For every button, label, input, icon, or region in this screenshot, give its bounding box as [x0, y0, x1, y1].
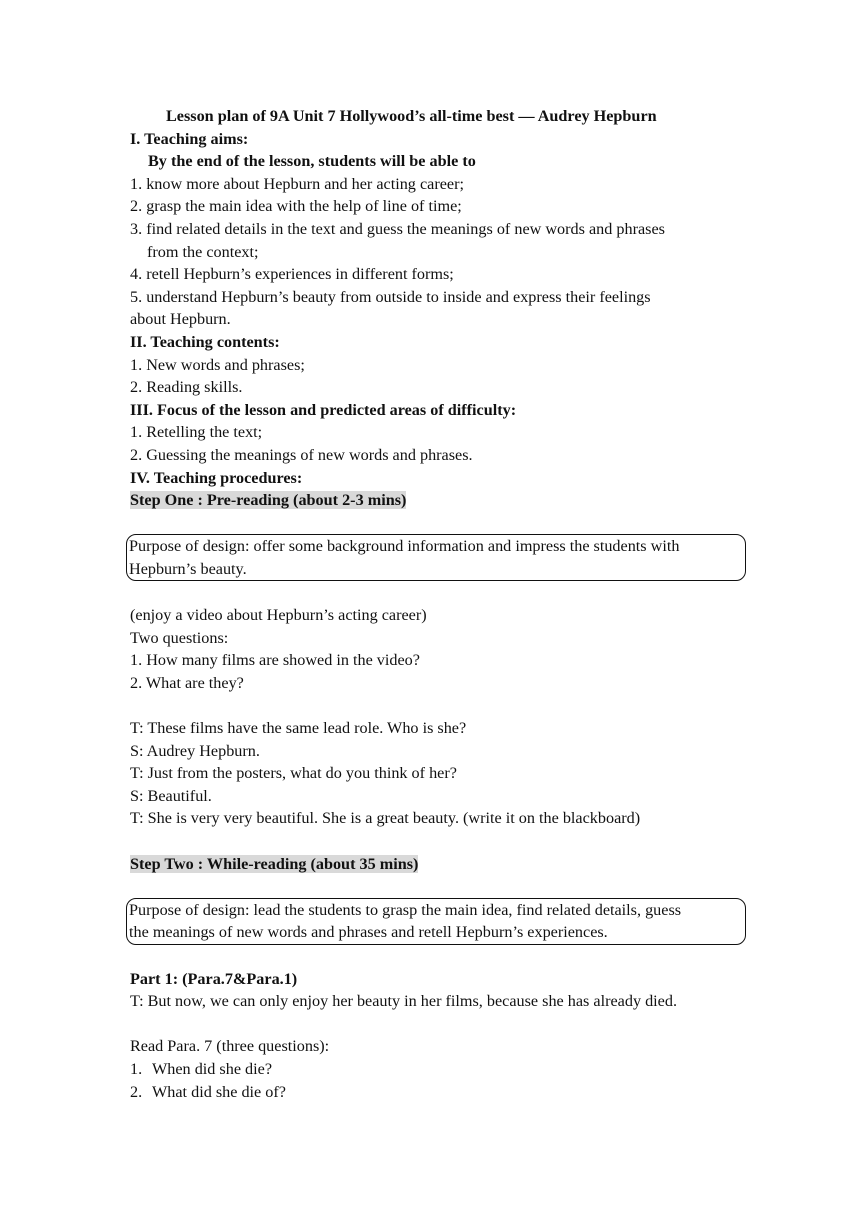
- content-item: 2. Reading skills.: [130, 378, 243, 397]
- step-one-line: Two questions:: [130, 628, 229, 647]
- purpose-line: Purpose of design: offer some background information and impress the students with: [129, 537, 680, 556]
- question-text: When did she die?: [152, 1059, 273, 1078]
- question-text: What did she die of?: [152, 1082, 286, 1101]
- aim-item-continuation: about Hepburn.: [130, 310, 231, 329]
- question-number: 2.: [130, 1082, 143, 1101]
- step-two-heading: Step Two : While-reading (about 35 mins): [130, 854, 419, 873]
- focus-item: 2. Guessing the meanings of new words and phrases.: [130, 445, 473, 464]
- dialogue-line: S: Beautiful.: [130, 786, 212, 805]
- aim-item: 2. grasp the main idea with the help of line of time;: [130, 197, 462, 216]
- step-two-purpose-box: [126, 898, 746, 945]
- part-one-heading: Part 1: (Para.7&Para.1): [130, 969, 298, 988]
- document-page: [130, 105, 750, 1103]
- section-heading-procedures: IV. Teaching procedures:: [130, 468, 303, 487]
- aim-item: 5. understand Hepburn’s beauty from outside to inside and express their feelings: [130, 287, 651, 306]
- part-one-line: T: But now, we can only enjoy her beauty in her films, because she has already died.: [130, 992, 677, 1011]
- question-item: [130, 1058, 750, 1081]
- step-one-line: 1. How many films are showed in the video?: [130, 651, 420, 670]
- step-one-line: 2. What are they?: [130, 673, 244, 692]
- aim-item: 3. find related details in the text and guess the meanings of new words and phrases: [130, 219, 665, 238]
- dialogue-line: S: Audrey Hepburn.: [130, 741, 260, 760]
- read-instruction: Read Para. 7 (three questions):: [130, 1037, 330, 1056]
- section-heading-focus: III. Focus of the lesson and predicted areas of difficulty:: [130, 400, 517, 419]
- step-one-heading: Step One : Pre-reading (about 2-3 mins): [130, 491, 407, 510]
- purpose-line: the meanings of new words and phrases and retell Hepburn’s experiences.: [129, 923, 608, 942]
- dialogue-line: T: She is very very beautiful. She is a great beauty. (write it on the blackboard): [130, 809, 641, 828]
- aims-intro: By the end of the lesson, students will be able to: [148, 152, 476, 171]
- purpose-line: Hepburn’s beauty.: [129, 559, 247, 578]
- section-heading-teaching-aims: I. Teaching aims:: [130, 129, 249, 148]
- purpose-line: Purpose of design: lead the students to grasp the main idea, find related details, guess: [129, 900, 682, 919]
- content-item: 1. New words and phrases;: [130, 355, 305, 374]
- question-item: [130, 1081, 750, 1104]
- dialogue-line: T: Just from the posters, what do you think of her?: [130, 764, 457, 783]
- aim-item: 1. know more about Hepburn and her acting career;: [130, 174, 464, 193]
- question-number: 1.: [130, 1059, 143, 1078]
- step-one-purpose-box: [126, 534, 746, 581]
- aim-item: 4. retell Hepburn’s experiences in different forms;: [130, 265, 454, 284]
- page-title: Lesson plan of 9A Unit 7 Hollywood’s all-time best — Audrey Hepburn: [166, 107, 657, 125]
- aim-item-continuation: from the context;: [147, 242, 259, 261]
- section-heading-teaching-contents: II. Teaching contents:: [130, 332, 280, 351]
- dialogue-line: T: These films have the same lead role. Who is she?: [130, 719, 467, 738]
- focus-item: 1. Retelling the text;: [130, 423, 263, 442]
- step-one-line: (enjoy a video about Hepburn’s acting career): [130, 606, 427, 625]
